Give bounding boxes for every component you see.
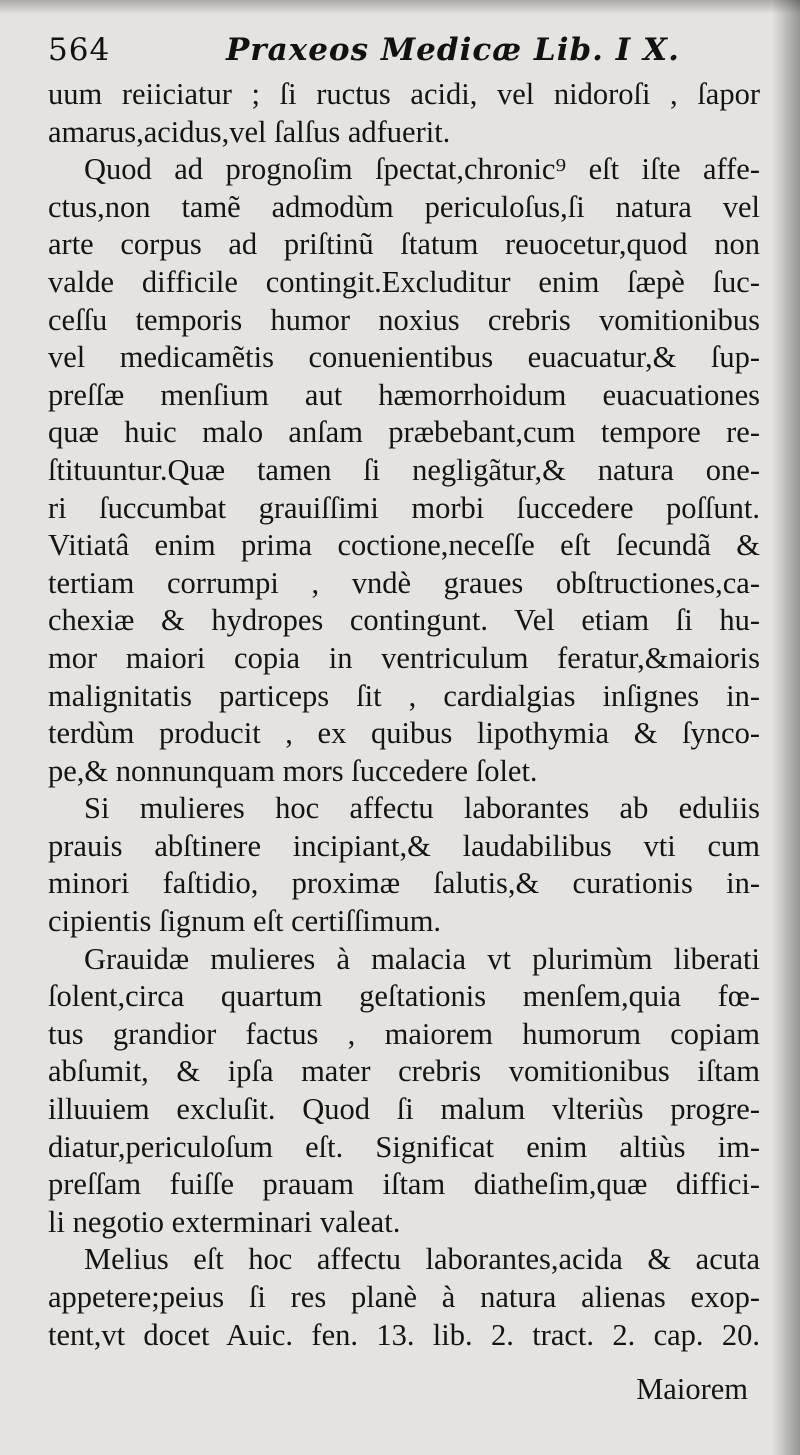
- text-line: terdùm producit , ex quibus lipothymia & ſynco-: [48, 716, 760, 751]
- text-line: uum reiiciatur ; ſi ructus acidi, vel nidoroſi , ſapor: [48, 77, 760, 111]
- text-line: ri ſuccumbat grauiſſimi morbi ſuccedere poſſunt.: [48, 490, 760, 525]
- text-line: vel medicamẽtis conuenientibus euacuatur,& ſup-: [48, 340, 760, 375]
- catchword: Maiorem: [636, 1372, 748, 1406]
- text-line: tertiam corrumpi , vndè graues obſtructiones,ca-: [48, 565, 760, 600]
- body-text: [48, 76, 760, 1354]
- top-edge-shadow: [0, 0, 800, 14]
- text-line: prauis abſtinere incipiant,& laudabilibus vti cum: [48, 828, 760, 863]
- text-line: ſtituuntur.Quæ tamen ſi negligãtur,& natura one-: [48, 452, 760, 487]
- text-line: tus grandior factus , maiorem humorum copiam: [48, 1016, 760, 1051]
- text-line: chexiæ & hydropes contingunt. Vel etiam ſi hu-: [48, 603, 760, 638]
- text-line: ctus,non tamẽ admodùm periculoſus,ſi natura vel: [48, 189, 760, 224]
- text-line: appetere;peius ſi res planè à natura alienas exop-: [48, 1280, 760, 1314]
- text-line: Grauidæ mulieres à malacia vt plurimùm liberati: [84, 941, 760, 976]
- text-line: tent,vt docet Auic. fen. 13. lib. 2. tract. 2. cap. 20.: [48, 1317, 760, 1352]
- text-line: quæ huic malo anſam præbebant,cum tempore re-: [48, 415, 760, 450]
- text-line: arte corpus ad priſtinũ ſtatum reuocetur,quod non: [48, 227, 760, 262]
- text-line: diatur,periculoſum eſt. Significat enim altiùs im-: [48, 1129, 760, 1164]
- text-line: pe,& nonnunquam mors ſuccedere ſolet.: [48, 753, 538, 788]
- text-line: mor maiori copia in ventriculum feratur,&maioris: [48, 640, 760, 675]
- text-line: valde difficile contingit.Excluditur enim ſæpè ſuc-: [48, 264, 760, 299]
- text-line: minori faſtidio, proximæ ſalutis,& curationis in-: [48, 866, 760, 901]
- text-line: cipientis ſignum eſt certiſſimum.: [48, 904, 442, 939]
- text-line: malignitatis particeps ſit , cardialgias inſignes in-: [48, 678, 760, 713]
- text-line: preſſæ menſium aut hæmorrhoidum euacuationes: [48, 377, 760, 412]
- text-line: ceſſu temporis humor noxius crebris vomitionibus: [48, 302, 760, 337]
- text-line: ſolent,circa quartum geſtationis menſem,quia fœ-: [48, 979, 760, 1014]
- text-line: li negotio exterminari valeat.: [48, 1204, 401, 1239]
- running-title: Praxeos Medicæ Lib. I X.: [226, 32, 680, 68]
- text-line: preſſam fuiſſe prauam iſtam diatheſim,quæ diffici-: [48, 1167, 760, 1202]
- page-header: [48, 32, 768, 78]
- text-line: illuuiem excluſit. Quod ſi malum vlteriùs progre-: [48, 1092, 760, 1127]
- text-line: Si mulieres hoc affectu laborantes ab eduliis: [84, 791, 760, 826]
- text-line: Vitiatâ enim prima coctione,neceſſe eſt ſecundã &: [48, 528, 760, 563]
- page-number: 564: [48, 32, 111, 68]
- text-line: Melius eſt hoc affectu laborantes,acida & acuta: [84, 1242, 760, 1277]
- text-line: amarus,acidus,vel ſalſus adfuerit.: [48, 114, 451, 149]
- gutter-shadow: [772, 0, 800, 1455]
- text-line: Quod ad prognoſim ſpectat,chronic⁹ eſt iſte affe-: [84, 152, 760, 187]
- text-line: abſumit, & ipſa mater crebris vomitionibus iſtam: [48, 1054, 760, 1089]
